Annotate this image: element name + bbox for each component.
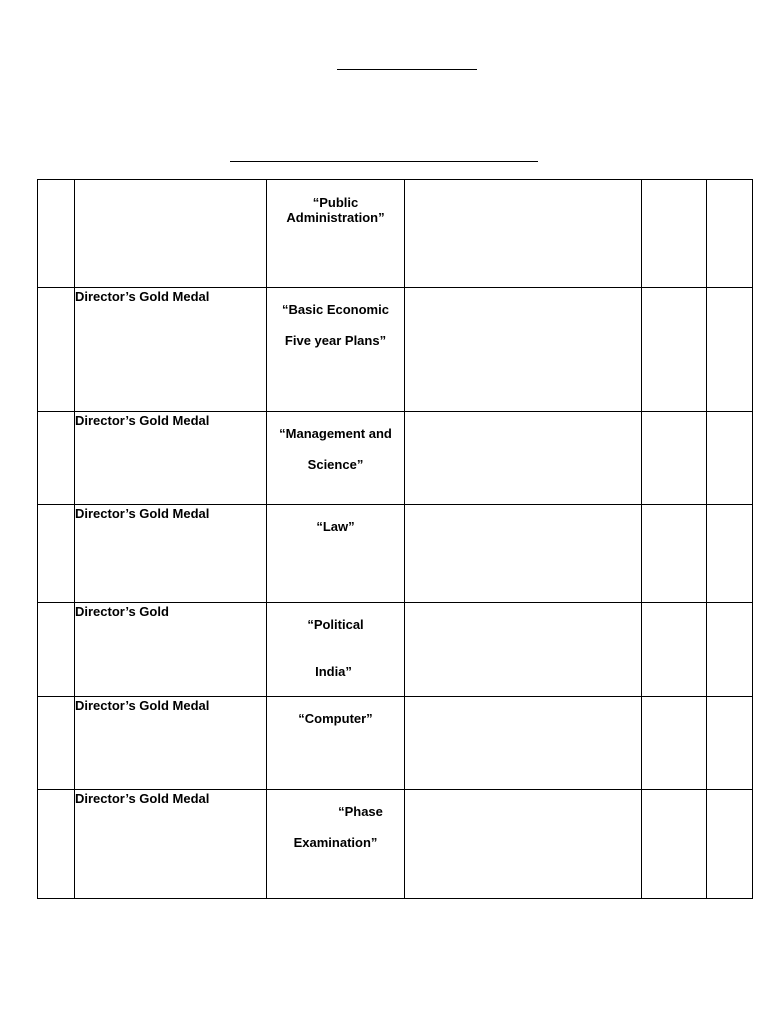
blank-cell bbox=[707, 505, 753, 603]
table-row bbox=[38, 697, 753, 790]
subject-line: “Basic Economic bbox=[282, 302, 389, 317]
subject-cell bbox=[267, 412, 405, 505]
award-label: Director’s Gold Medal bbox=[75, 413, 210, 428]
award-label: Director’s Gold Medal bbox=[75, 506, 210, 521]
subject-line: “Political bbox=[307, 617, 364, 632]
award-label: Director’s Gold Medal bbox=[75, 698, 210, 713]
subject-line: India” bbox=[315, 664, 352, 679]
subject-cell bbox=[267, 505, 405, 603]
blank-cell bbox=[707, 288, 753, 412]
details-cell bbox=[405, 603, 642, 697]
table-row bbox=[38, 288, 753, 412]
award-cell bbox=[75, 603, 267, 697]
award-cell bbox=[75, 697, 267, 790]
subtitle-underline bbox=[230, 161, 538, 162]
blank-cell bbox=[642, 412, 707, 505]
table-row bbox=[38, 180, 753, 288]
table-row bbox=[38, 412, 753, 505]
blank-cell bbox=[642, 697, 707, 790]
details-cell bbox=[405, 697, 642, 790]
subject-line: Science” bbox=[307, 457, 364, 472]
awards-table bbox=[37, 179, 753, 899]
subject-line: “Phase bbox=[338, 804, 383, 819]
serial-cell bbox=[38, 288, 75, 412]
serial-cell bbox=[38, 505, 75, 603]
subject-cell bbox=[267, 603, 405, 697]
serial-cell bbox=[38, 790, 75, 899]
blank-cell bbox=[642, 790, 707, 899]
details-cell bbox=[405, 505, 642, 603]
details-cell bbox=[405, 288, 642, 412]
subject-line: “Management and bbox=[279, 426, 392, 441]
blank-cell bbox=[707, 603, 753, 697]
details-cell bbox=[405, 180, 642, 288]
blank-cell bbox=[707, 180, 753, 288]
details-cell bbox=[405, 790, 642, 899]
blank-cell bbox=[707, 412, 753, 505]
subject-cell bbox=[267, 697, 405, 790]
serial-cell bbox=[38, 697, 75, 790]
serial-cell bbox=[38, 180, 75, 288]
award-label bbox=[75, 180, 266, 181]
details-cell bbox=[405, 412, 642, 505]
table-row bbox=[38, 505, 753, 603]
subject-line: Examination” bbox=[293, 835, 378, 850]
award-label: Director’s Gold Medal bbox=[75, 791, 210, 806]
blank-cell bbox=[642, 505, 707, 603]
subject-line: “Computer” bbox=[298, 711, 373, 726]
serial-cell bbox=[38, 412, 75, 505]
award-label: Director’s Gold bbox=[75, 604, 169, 619]
title-underline bbox=[337, 69, 477, 70]
blank-cell bbox=[642, 603, 707, 697]
table-row bbox=[38, 790, 753, 899]
blank-cell bbox=[707, 790, 753, 899]
award-cell bbox=[75, 790, 267, 899]
award-cell bbox=[75, 505, 267, 603]
award-cell bbox=[75, 412, 267, 505]
subject-line: “Public bbox=[312, 195, 359, 210]
subject-line: Administration” bbox=[286, 210, 385, 225]
table-row bbox=[38, 603, 753, 697]
subject-cell bbox=[267, 288, 405, 412]
serial-cell bbox=[38, 603, 75, 697]
blank-cell bbox=[707, 697, 753, 790]
subject-cell bbox=[267, 180, 405, 288]
blank-cell bbox=[642, 288, 707, 412]
subject-cell bbox=[267, 790, 405, 899]
subject-line: Five year Plans” bbox=[284, 333, 387, 348]
subject-line: “Law” bbox=[316, 519, 355, 534]
award-cell bbox=[75, 180, 267, 288]
blank-cell bbox=[642, 180, 707, 288]
award-label: Director’s Gold Medal bbox=[75, 289, 210, 304]
award-cell bbox=[75, 288, 267, 412]
